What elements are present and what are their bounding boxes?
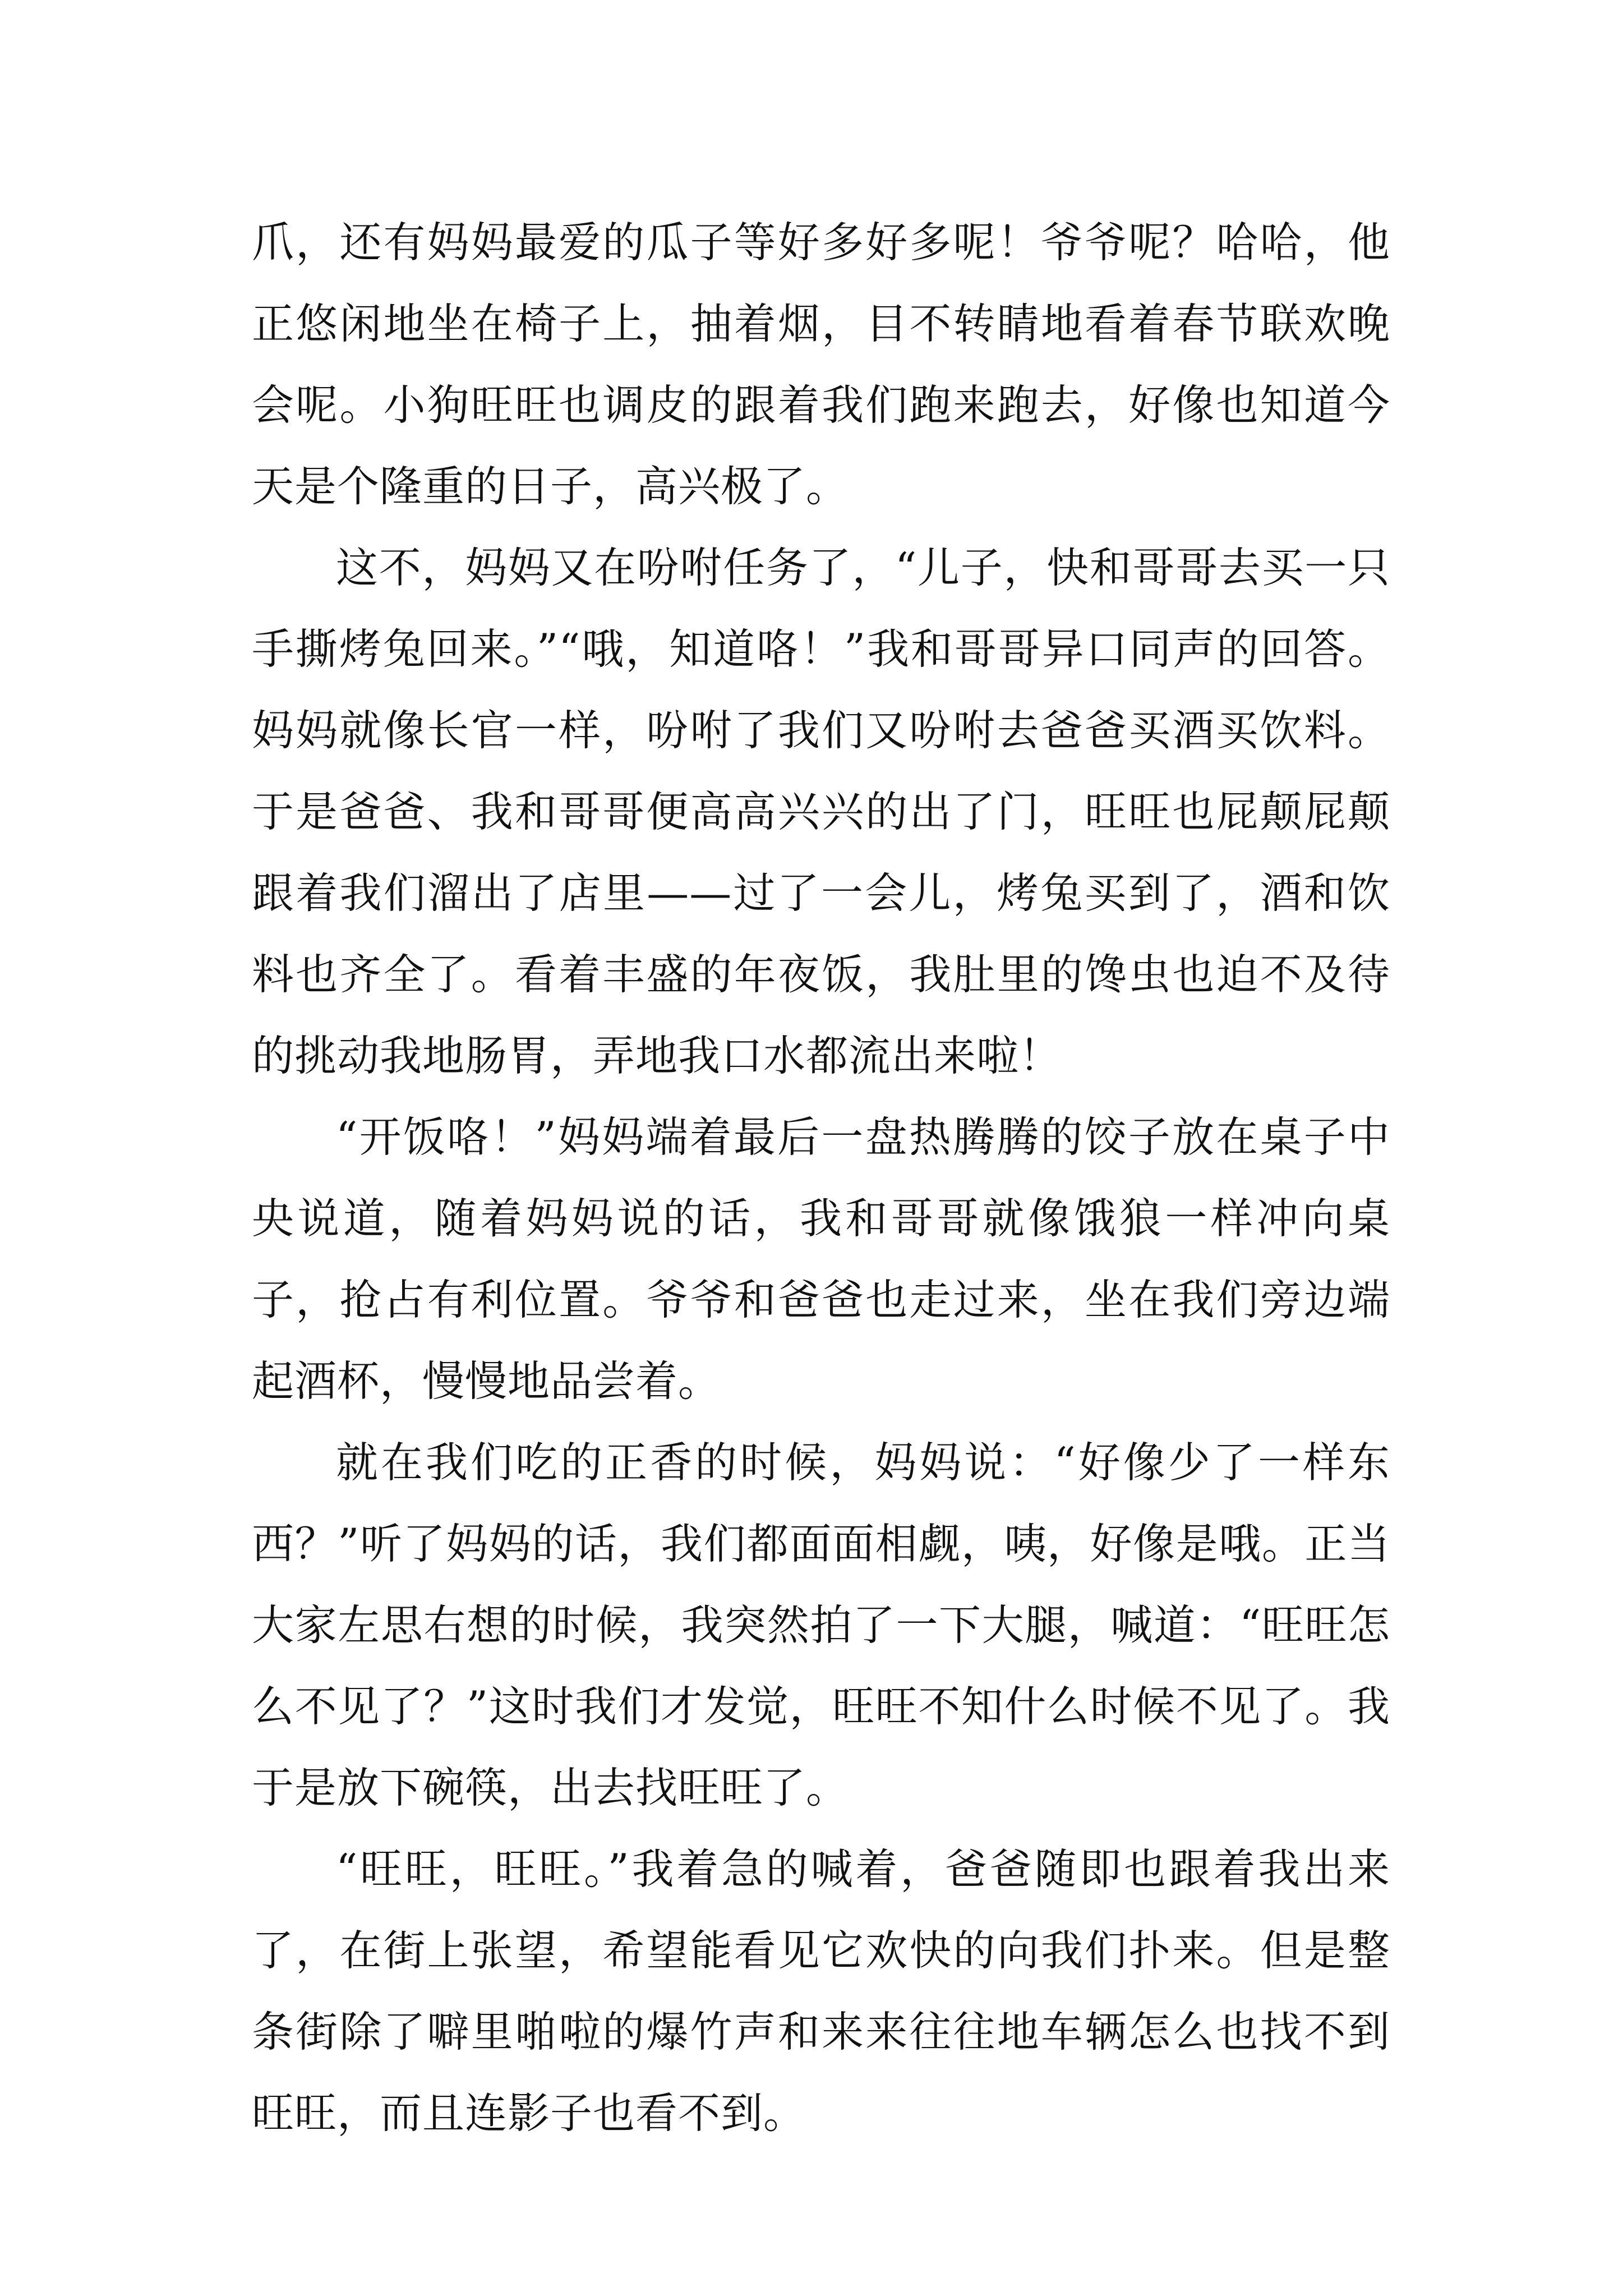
paragraph-1: 爪，还有妈妈最爱的瓜子等好多好多呢！爷爷呢？哈哈，他正悠闲地坐在椅子上，抽着烟，目不转睛地看着春节联欢晚会呢。小狗旺旺也调皮的跟着我们跑来跑去，好像也知道今天是个隆重的日子，高兴极了。 [252, 218, 1390, 511]
body-text [252, 202, 1390, 2154]
paragraph-4: 就在我们吃的正香的时候，妈妈说：“好像少了一样东西？”听了妈妈的话，我们都面面相觑，咦，好像是哦。正当大家左思右想的时候，我突然拍了一下大腿，喊道：“旺旺怎么不见了？”这时我们才发觉，旺旺不知什么时候不见了。我于是放下碗筷，出去找旺旺了。 [252, 1438, 1390, 1812]
paragraph-5: “旺旺，旺旺。”我着急的喊着，爸爸随即也跟着我出来了，在街上张望，希望能看见它欢快的向我们扑来。但是整条街除了噼里啪啦的爆竹声和来来往往地车辆怎么也找不到旺旺，而且连影子也看不到。 [252, 1844, 1390, 2138]
paragraph-3: “开饭咯！”妈妈端着最后一盘热腾腾的饺子放在桌子中央说道，随着妈妈说的话，我和哥哥就像饿狼一样冲向桌子，抢占有利位置。爷爷和爸爸也走过来，坐在我们旁边端起酒杯，慢慢地品尝着。 [252, 1112, 1390, 1406]
paragraph-2: 这不，妈妈又在吩咐任务了，“儿子，快和哥哥去买一只手撕烤兔回来。”“哦，知道咯！”我和哥哥异口同声的回答。妈妈就像长官一样，吩咐了我们又吩咐去爸爸买酒买饮料。于是爸爸、我和哥哥便高高兴兴的出了门，旺旺也屁颠屁颠跟着我们溜出了店里——过了一会儿，烤兔买到了，酒和饮料也齐全了。看着丰盛的年夜饭，我肚里的馋虫也迫不及待的挑动我地肠胃，弄地我口水都流出来啦！ [252, 543, 1390, 1080]
